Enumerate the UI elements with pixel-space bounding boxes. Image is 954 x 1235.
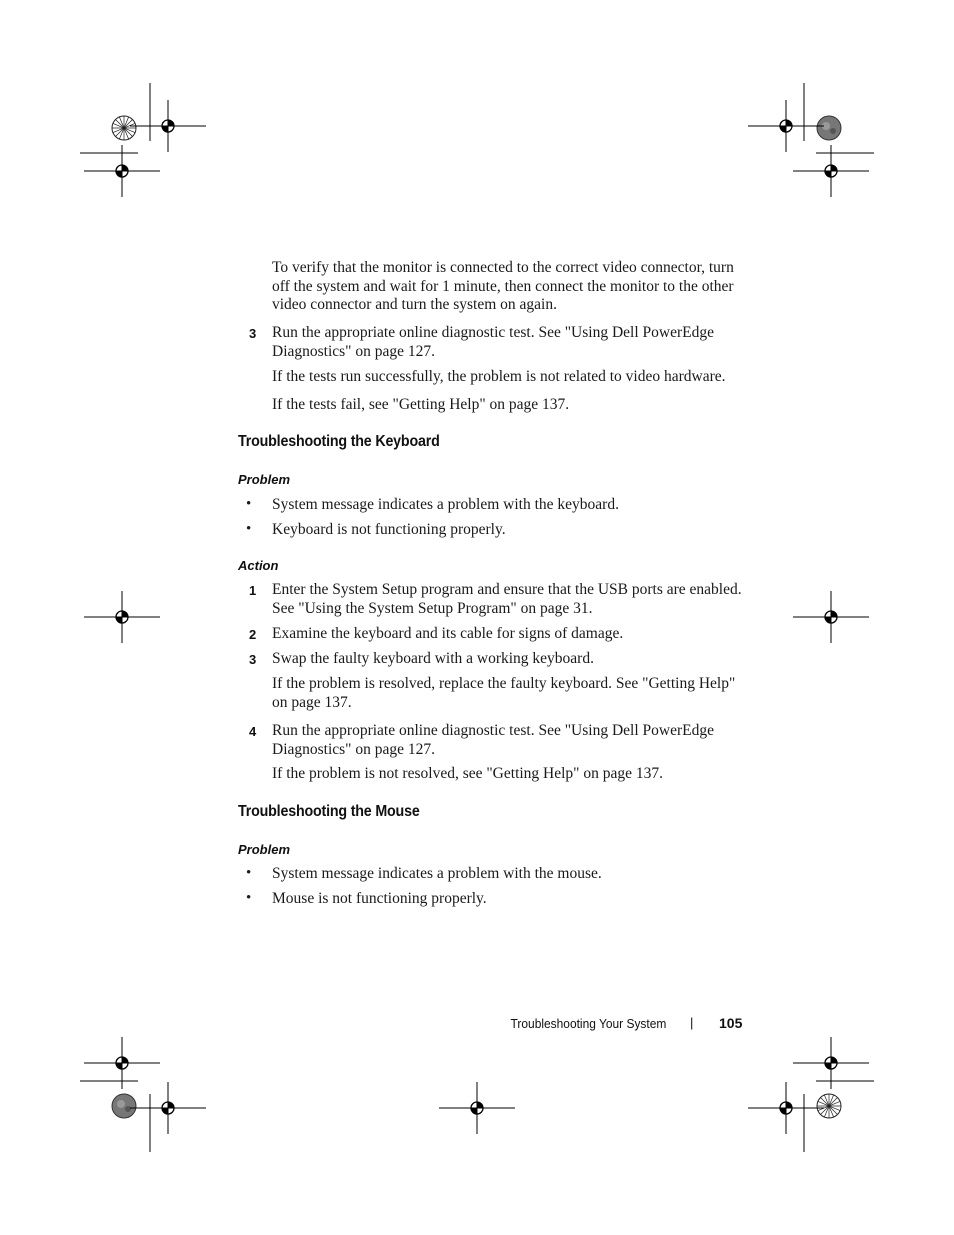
footer-chapter: Troubleshooting Your System xyxy=(510,1016,666,1031)
step-number: 4 xyxy=(249,724,257,739)
list-item: Mouse is not functioning properly. xyxy=(272,890,487,907)
intro-paragraph: To verify that the monitor is connected to the correct video connector, turn off the system and wait for 1 minute, then connect the monitor to the other video connector and turn the system on again. xyxy=(272,259,734,313)
step-number: 3 xyxy=(249,652,257,667)
step-text: Run the appropriate online diagnostic test. See "Using Dell PowerEdge Diagnostics" on page 127. xyxy=(272,722,714,758)
step-number: 1 xyxy=(249,583,257,598)
subheading-problem: Problem xyxy=(238,472,291,487)
section-heading-mouse: Troubleshooting the Mouse xyxy=(238,803,420,820)
note-text: If the tests run successfully, the problem is not related to video hardware. xyxy=(272,368,726,385)
bullet-glyph: • xyxy=(246,865,252,881)
step-text: Enter the System Setup program and ensure that the USB ports are enabled. See "Using the System Setup Program" on page 31. xyxy=(272,581,742,617)
bullet-glyph: • xyxy=(246,890,252,906)
bullet-glyph: • xyxy=(246,521,252,537)
step-text: Swap the faulty keyboard with a working keyboard. xyxy=(272,650,594,667)
page-number: 105 xyxy=(719,1015,743,1031)
step-text: Examine the keyboard and its cable for signs of damage. xyxy=(272,625,624,642)
step-text: Run the appropriate online diagnostic test. See "Using Dell PowerEdge Diagnostics" on page 127. xyxy=(272,324,714,360)
bullet-glyph: • xyxy=(246,496,252,512)
list-item: System message indicates a problem with the mouse. xyxy=(272,865,602,882)
note-text: If the tests fail, see "Getting Help" on page 137. xyxy=(272,396,570,413)
section-heading-keyboard: Troubleshooting the Keyboard xyxy=(238,433,440,450)
subheading-problem: Problem xyxy=(238,842,291,857)
step-number: 2 xyxy=(249,627,257,642)
note-text: If the problem is not resolved, see "Getting Help" on page 137. xyxy=(272,765,664,782)
subheading-action: Action xyxy=(238,558,279,573)
list-item: Keyboard is not functioning properly. xyxy=(272,521,506,538)
step-number: 3 xyxy=(249,326,257,341)
list-item: System message indicates a problem with the keyboard. xyxy=(272,496,619,513)
note-text: If the problem is resolved, replace the faulty keyboard. See "Getting Help" on page 137. xyxy=(272,675,736,711)
footer-separator: | xyxy=(690,1015,694,1030)
